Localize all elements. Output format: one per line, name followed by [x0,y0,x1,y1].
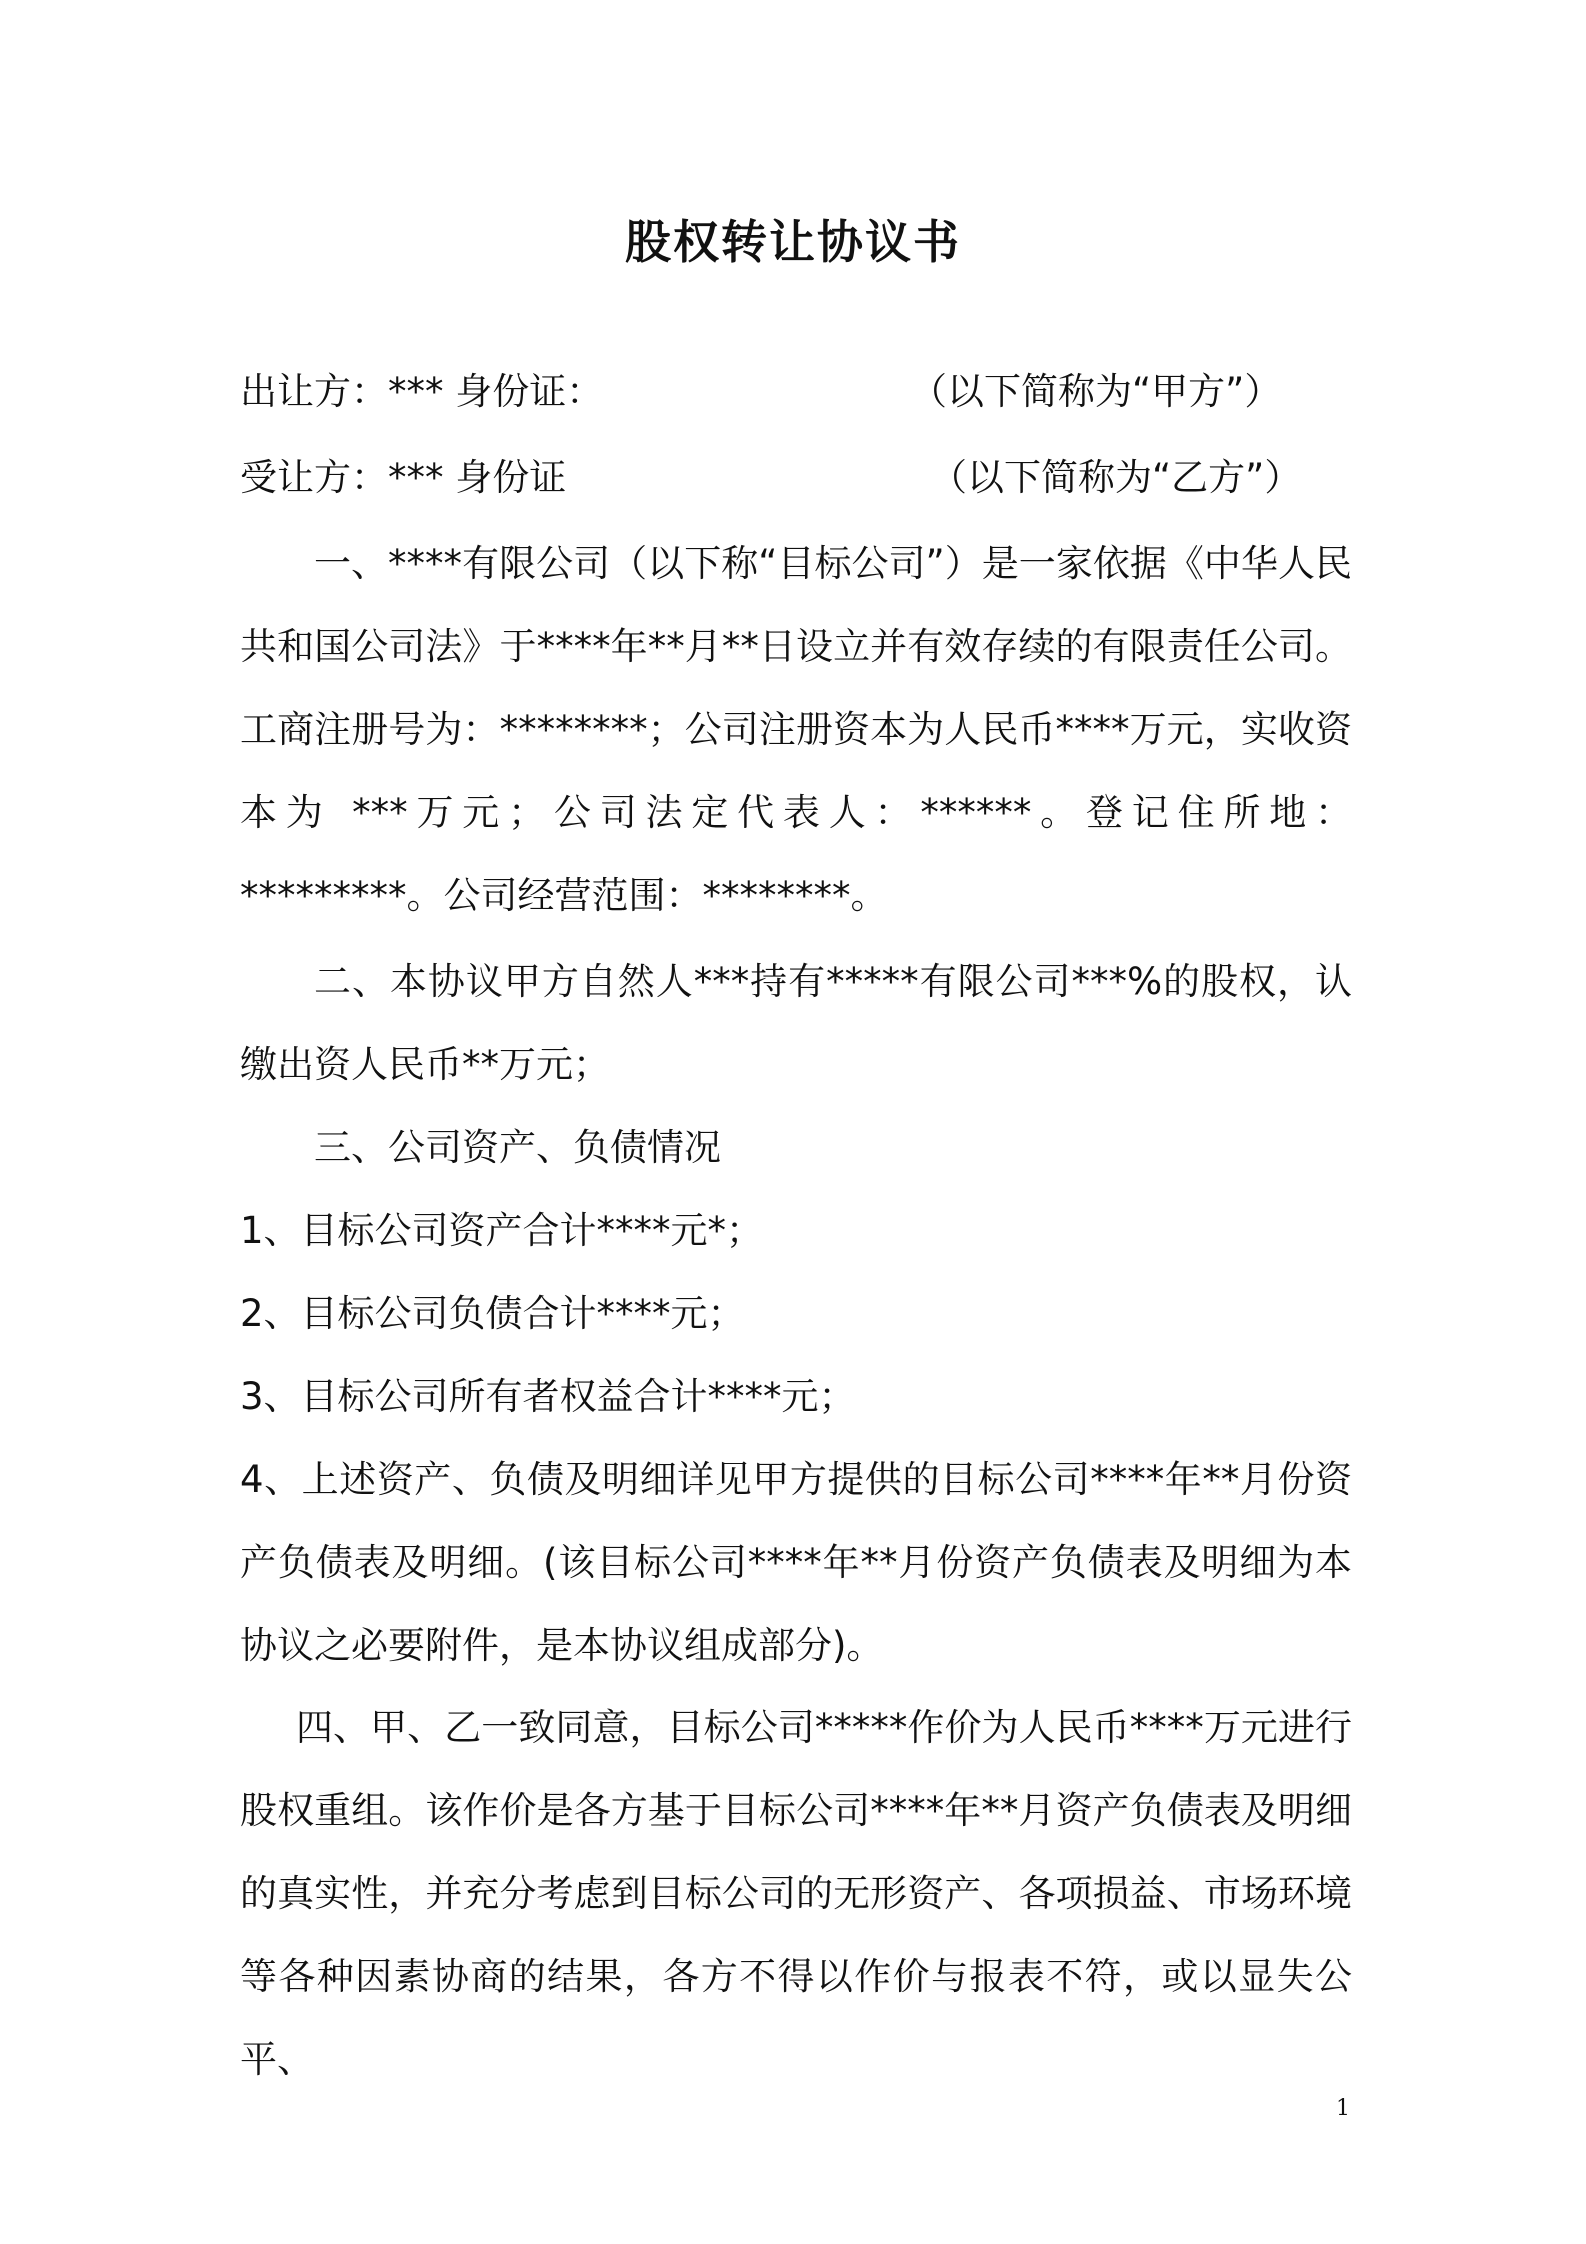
clause-four: 四、甲、乙一致同意，目标公司*****作价为人民币****万元进行股权重组。该作价是各方基于目标公司****年**月资产负债表及明细的真实性，并充分考虑到目标公司的无形资产、各项损益、市场环境等各种因素协商的结果，各方不得以作价与报表不符，或以显失公平、 [240,1706,1352,2081]
list-item-1: 1、目标公司资产合计****元*； [240,1209,764,1252]
page-number: 1 [1336,2096,1350,2121]
list-item-2: 2、目标公司负债合计****元； [240,1292,745,1335]
transferor-note: （以下简称为“甲方”） [910,370,1282,413]
document-title: 股权转让协议书 [625,215,961,269]
clause-three-heading: 三、公司资产、负债情况 [314,1126,721,1169]
list-item-3: 3、目标公司所有者权益合计****元； [240,1375,856,1418]
transferor-label: 出让方：*** 身份证： [240,370,604,413]
clause-one: 一、****有限公司（以下称“目标公司”）是一家依据《中华人民共和国公司法》于****年**月**日设立并有效存续的有限责任公司。工商注册号为：********；公司注册资本为人民币****万元，实收资本为 ***万元；公司法定代表人：******。登记住所地：*********。公司经营范围：********。 [240,542,1352,917]
list-item-4: 4、上述资产、负债及明细详见甲方提供的目标公司****年**月份资产负债表及明细。(该目标公司****年**月份资产负债表及明细为本协议之必要附件，是本协议组成部分)。 [240,1458,1352,1667]
transferee-label: 受让方：*** 身份证 [240,456,567,499]
transferee-note: （以下简称为“乙方”） [930,456,1302,499]
clause-two: 二、本协议甲方自然人***持有*****有限公司***%的股权，认缴出资人民币**万元； [240,960,1352,1086]
